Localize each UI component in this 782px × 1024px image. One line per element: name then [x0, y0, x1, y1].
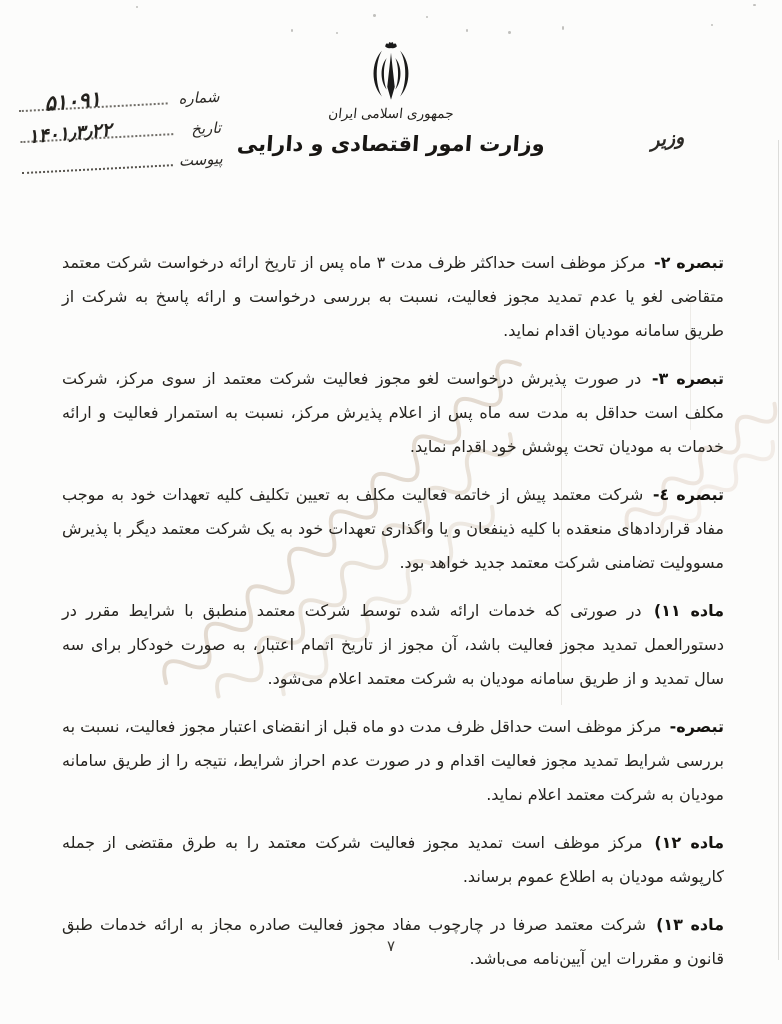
attachment-dotted-line	[22, 164, 173, 174]
paragraph-text: مرکز موظف است تمدید مجوز فعالیت شرکت معتمد را به طرق مقتضی از جمله کارپوشه مودیان به اطلاع عموم برساند.	[62, 833, 724, 886]
paragraph-lead: تبصره ۳-	[651, 369, 724, 388]
scan-speck	[373, 14, 376, 17]
scan-speck	[711, 24, 713, 26]
page-footer	[0, 936, 782, 955]
paragraph-tabsareh-2	[62, 246, 724, 348]
paragraph-lead: ماده ۱۳)	[656, 915, 725, 934]
letter-meta	[14, 79, 224, 183]
scan-speck	[291, 29, 293, 32]
minister-annotation: وزیر	[648, 126, 686, 152]
number-value: ۵۱۰۹۱	[43, 86, 102, 116]
letterhead	[221, 40, 561, 156]
scan-speck	[753, 4, 756, 6]
scan-speck	[466, 29, 468, 32]
attachment-label: پیوست	[178, 149, 224, 170]
paragraph-text: مرکز موظف است حداقل ظرف مدت دو ماه قبل از انقضای اعتبار مجوز فعالیت، نسبت به بررسی شرایط تمدید مجوز فعالیت اقدام و در صورت عدم احراز شرایط، نتیجه را از طریق سامانه مودیان به شرکت معتمد اعلام نماید.	[62, 717, 724, 804]
paragraph-lead: تبصره-	[669, 717, 724, 736]
number-label: شماره	[178, 87, 220, 108]
ministry-title: وزارت امور اقتصادی و دارایی	[236, 132, 546, 156]
paragraph-text: در صورت پذیرش درخواست لغو مجوز فعالیت شرکت معتمد از سوی مرکز، شرکت مکلف است حداقل به مدت سه ماه پس از اعلام پذیرش مرکز، نسبت به استمرار فعالیت و ارائه خدمات به مودیان تحت پوشش خود اقدام نماید.	[62, 369, 724, 456]
paragraph-text: شرکت معتمد پیش از خاتمه فعالیت مکلف به تعیین تکلیف کلیه تعهدات خود به موجب مفاد قراردادهای منعقده با کلیه ذینفعان و یا واگذاری تعهدات خود به یک شرکت معتمد دیگر با پذیرش مسوولیت تضامنی شرکت معتمد جدید خواهد بود.	[62, 485, 724, 572]
scan-edge-line	[778, 140, 779, 960]
iran-coat-of-arms-icon	[363, 40, 419, 104]
date-label: تاریخ	[190, 118, 222, 139]
republic-title: جمهوری اسلامی ایران	[327, 106, 455, 122]
paragraph-lead: ماده ۱۲)	[654, 833, 725, 852]
paragraph-tabsareh-4	[62, 478, 724, 580]
scan-speck	[136, 6, 138, 8]
scan-speck	[562, 26, 564, 30]
paragraph-madeh-11	[62, 594, 724, 696]
paragraph-lead: ماده ۱۱)	[653, 601, 725, 620]
paragraph-lead: تبصره ٤-	[652, 485, 724, 504]
scan-speck	[336, 32, 338, 34]
paragraph-tabsareh-3	[62, 362, 724, 464]
letter-body	[62, 246, 724, 990]
scan-speck	[426, 16, 428, 18]
paragraph-tabsareh	[62, 710, 724, 812]
paragraph-text: شرکت معتمد صرفا در چارچوب مفاد مجوز فعالیت صادره مجاز به ارائه خدمات طبق قانون و مقررات این آیین‌نامه می‌باشد.	[62, 915, 724, 968]
paragraph-lead: تبصره ۲-	[653, 253, 725, 272]
page-number: ۷	[386, 937, 396, 955]
paragraph-madeh-12	[62, 826, 724, 894]
paragraph-text: در صورتی که خدمات ارائه شده توسط شرکت معتمد منطبق با شرایط مقرر در دستورالعمل تمدید مجوز فعالیت باشد، آن مجوز از تاریخ اتمام اعتبار، به صورت خودکار برای سه سال تمدید و از طریق سامانه مودیان به شرکت معتمد اعلام می‌شود.	[62, 601, 724, 688]
paragraph-text: مرکز موظف است حداکثر ظرف مدت ۳ ماه پس از تاریخ ارائه درخواست شرکت معتمد متقاضی لغو یا عدم تمدید مجوز فعالیت، نسبت به بررسی درخواست و ارائه پاسخ به شرکت از طریق سامانه مودیان اقدام نماید.	[62, 253, 724, 340]
scan-speck	[508, 31, 511, 34]
date-value: ۱۴۰۱٫۳٫۲۲	[27, 118, 113, 149]
